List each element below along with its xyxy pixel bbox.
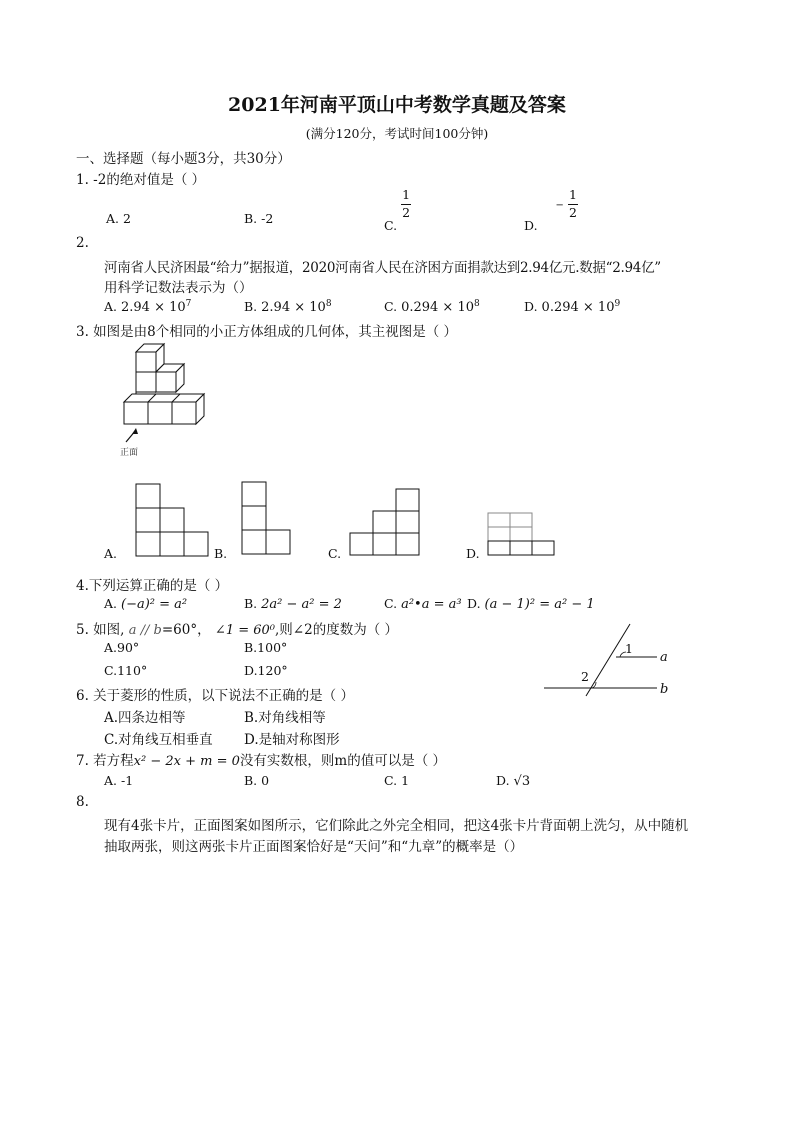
q1-option-d-fraction [568,189,578,219]
q5-figure-label-2: 2 [581,669,589,684]
q2-c-label: C. [384,299,398,315]
q3-option-d: D. [466,546,480,561]
q5-stem [76,618,398,638]
q2-a-exponent: 7 [185,299,192,309]
q1-option-a: A. 2 [106,211,131,226]
q2-option-a [104,299,191,315]
q6-stem: 6. 关于菱形的性质，以下说法不正确的是（ ） [76,688,354,704]
q5-condition-parallel: a // b [128,623,162,638]
q1-stem: 1. -2的绝对值是（ ） [76,172,206,188]
q4-stem: 4.下列运算正确的是（ ） [76,578,229,594]
q5-stem-post: ,则∠2的度数为（ ） [275,622,398,638]
q7-stem-post: 没有实数根，则m的值可以是（ ） [239,753,446,769]
q1-c-numerator: 1 [402,187,411,202]
q6-option-a: A.四条边相等 [104,710,186,726]
q1-d-sign: − [555,199,564,211]
q5-stem-pre: 5. 如图, [76,622,125,638]
q4-option-c [384,596,462,612]
q5-option-b: B.100° [244,640,288,655]
q8-number: 8. [76,794,89,810]
q8-line-2: 抽取两张，则这两张卡片正面图案恰好是“天问”和“九章”的概率是（） [104,839,524,855]
q4-option-d [467,596,595,612]
q7-option-d [496,773,530,789]
q2-line-2: 用科学记数法表示为（） [104,280,253,296]
q1-option-c-fraction [401,189,411,219]
q3-option-a-figure [134,482,210,556]
q7-stem-pre: 7. 若方程 [76,753,134,769]
q7-d-value: √3 [513,774,531,789]
q4-option-b [244,596,342,612]
q1-d-numerator: 1 [568,187,577,202]
q2-c-value: 0.294 × 10 [401,300,474,316]
q3-stem: 3. 如图是由8个相同的小正方体组成的几何体，其主视图是（ ） [76,324,458,340]
q3-option-c: C. [328,546,342,561]
q5-condition-angle: ∠1 = 60⁰ [214,623,275,638]
q2-option-d [524,299,620,315]
q3-cube-solid-figure [118,340,208,460]
q2-b-exponent: 8 [325,299,332,309]
q5-option-d: D.120° [244,663,288,678]
q7-option-b: B. 0 [244,773,270,788]
q3-front-label: 正面 [120,448,139,458]
q4-a-label: A. [104,596,118,611]
q2-option-b [244,299,332,315]
q2-d-label: D. [524,299,538,315]
q7-option-c: C. 1 [384,773,410,788]
q2-line-1: 河南省人民济困最“给力”据报道，2020河南省人民在济困方面捐款达到2.94亿元.数据“2.94亿” [104,260,661,276]
q6-option-c: C.对角线互相垂直 [104,732,213,748]
q2-d-value: 0.294 × 10 [541,300,615,316]
q4-d-label: D. [467,596,481,611]
q4-a-expr: (−a)² = a² [121,597,188,612]
q7-option-a: A. -1 [104,773,134,788]
q4-c-label: C. [384,596,398,611]
q6-option-d: D.是轴对称图形 [244,732,340,748]
q7-d-label: D. [496,773,510,788]
q1-option-d-label: D. [524,217,538,233]
q1-d-denominator: 2 [568,204,577,220]
q4-option-a [104,596,187,612]
q7-stem [76,749,446,769]
q2-number: 2. [76,235,89,251]
page-title: 2021年河南平顶山中考数学真题及答案 [228,94,566,116]
q4-d-expr: (a − 1)² = a² − 1 [484,597,595,612]
q5-figure-label-b: b [660,682,669,697]
q4-c-expr: a²•a = a³ [401,597,462,612]
q2-b-label: B. [244,299,258,315]
q2-a-label: A. [104,299,118,315]
q5-option-c: C.110° [104,663,148,678]
q1-option-b: B. -2 [244,211,274,226]
q2-a-value: 2.94 × 10 [121,300,186,316]
page-subtitle: (满分120分，考试时间100分钟) [305,126,489,141]
q3-option-a: A. [104,546,118,561]
q1-option-c [384,187,411,233]
q3-option-b-figure [240,480,292,556]
q2-option-c [384,299,480,315]
q1-option-c-label: C. [384,217,398,233]
q5-figure-label-1: 1 [625,641,633,656]
q2-c-exponent: 8 [474,299,480,309]
q4-b-label: B. [244,596,258,611]
q2-b-value: 2.94 × 10 [261,300,326,316]
q8-line-1: 现有4张卡片，正面图案如图所示，它们除此之外完全相同，把这4张卡片背面朝上洗匀，从中随机 [104,818,689,834]
q3-option-b: B. [214,546,228,561]
q3-option-d-figure [486,511,558,557]
q7-equation: x² − 2x + m = 0 [133,754,240,769]
section-heading: 一、选择题（每小题3分，共30分） [76,151,291,167]
q3-option-c-figure [350,487,422,557]
q1-c-denominator: 2 [402,204,411,220]
q5-figure-label-a: a [660,650,668,665]
q5-option-a: A.90° [104,640,140,655]
q1-option-d [524,187,578,233]
q5-condition-tail: =60°， [161,622,211,638]
q5-parallel-lines-figure [544,622,674,698]
q6-option-b: B.对角线相等 [244,710,326,726]
q4-b-expr: 2a² − a² = 2 [261,597,342,612]
q2-d-exponent: 9 [614,299,621,309]
